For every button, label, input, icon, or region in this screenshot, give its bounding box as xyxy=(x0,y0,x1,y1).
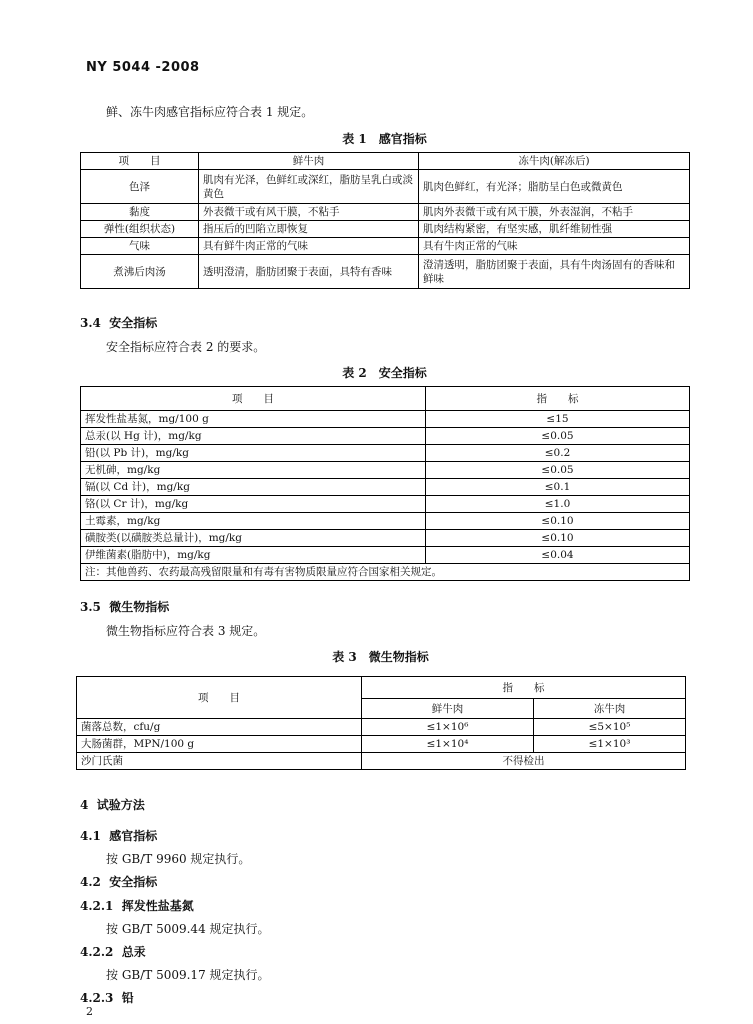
table-cell: 澄清透明，脂肪团聚于表面，具有牛肉汤固有的香味和鲜味 xyxy=(419,255,690,289)
table-cell: ≤0.05 xyxy=(426,462,690,479)
column-header: 冻牛肉 xyxy=(534,699,686,719)
section-number: 4 xyxy=(80,798,89,812)
section-title: 铅 xyxy=(121,991,134,1005)
microbial-table xyxy=(76,676,686,770)
row-label: 黏度 xyxy=(81,204,199,221)
table-header-row xyxy=(81,153,690,170)
table-cell: ≤0.10 xyxy=(426,513,690,530)
table-cell: 肌肉有光泽，色鲜红或深红，脂肪呈乳白或淡黄色 xyxy=(199,170,419,204)
table-row xyxy=(81,411,690,428)
table-cell: 不得检出 xyxy=(362,753,686,770)
section-number: 3.5 xyxy=(80,600,101,614)
section-4-2-2-heading xyxy=(80,943,146,960)
section-title: 总汞 xyxy=(121,945,146,959)
row-label: 煮沸后肉汤 xyxy=(81,255,199,289)
section-title: 安全指标 xyxy=(109,316,158,330)
section-number: 3.4 xyxy=(80,316,101,330)
safety-table xyxy=(80,386,690,581)
table-cell: 磺胺类(以磺胺类总量计)，mg/kg xyxy=(81,530,426,547)
column-header: 鲜牛肉 xyxy=(199,153,419,170)
table3-caption: 表 3 微生物指标 xyxy=(332,650,429,664)
table-note: 注：其他兽药、农药最高残留限量和有毒有害物质限量应符合国家相关规定。 xyxy=(81,564,690,581)
table-cell: 无机砷，mg/kg xyxy=(81,462,426,479)
table-cell: ≤0.04 xyxy=(426,547,690,564)
section-4-heading xyxy=(80,796,145,813)
column-header: 冻牛肉(解冻后) xyxy=(419,153,690,170)
table-row xyxy=(81,462,690,479)
table-row xyxy=(81,221,690,238)
table-cell: ≤1×10⁶ xyxy=(362,719,534,736)
table-row xyxy=(81,479,690,496)
table-cell: 具有牛肉正常的气味 xyxy=(419,238,690,255)
table-row xyxy=(81,547,690,564)
table-cell: ≤5×10⁵ xyxy=(534,719,686,736)
table-cell: 透明澄清，脂肪团聚于表面，具特有香味 xyxy=(199,255,419,289)
section-title: 挥发性盐基氮 xyxy=(121,899,194,913)
table-cell: 伊维菌素(脂肪中)，mg/kg xyxy=(81,547,426,564)
sensory-intro: 鲜、冻牛肉感官指标应符合表 1 规定。 xyxy=(106,105,314,119)
column-header: 项 目 xyxy=(81,387,426,411)
section-title: 安全指标 xyxy=(109,875,158,889)
table-header-row xyxy=(77,677,686,699)
section-4-2-heading xyxy=(80,873,157,890)
table-cell: 具有鲜牛肉正常的气味 xyxy=(199,238,419,255)
column-header: 鲜牛肉 xyxy=(362,699,534,719)
table-cell: ≤0.1 xyxy=(426,479,690,496)
table-row xyxy=(77,753,686,770)
column-header: 项 目 xyxy=(77,677,362,719)
table-row xyxy=(77,736,686,753)
row-label: 气味 xyxy=(81,238,199,255)
table-cell: 肌肉色鲜红，有光泽；脂肪呈白色或微黄色 xyxy=(419,170,690,204)
table-cell: 沙门氏菌 xyxy=(77,753,362,770)
table-cell: ≤0.2 xyxy=(426,445,690,462)
section-4-1-heading xyxy=(80,827,157,844)
section-4-1-text: 按 GB/T 9960 规定执行。 xyxy=(106,852,251,866)
table-note-row xyxy=(81,564,690,581)
section-number: 4.2.2 xyxy=(80,945,114,959)
row-label: 弹性(组织状态) xyxy=(81,221,199,238)
section-title: 感官指标 xyxy=(109,829,158,843)
section-number: 4.1 xyxy=(80,829,101,843)
table-cell: 挥发性盐基氮，mg/100 g xyxy=(81,411,426,428)
section-title: 微生物指标 xyxy=(109,600,170,614)
section-number: 4.2.1 xyxy=(80,899,114,913)
section-3-5-heading xyxy=(80,598,169,615)
table-row xyxy=(81,496,690,513)
section-4-2-2-text: 按 GB/T 5009.17 规定执行。 xyxy=(106,968,270,982)
section-number: 4.2.3 xyxy=(80,991,114,1005)
table-cell: ≤15 xyxy=(426,411,690,428)
table-cell: ≤1.0 xyxy=(426,496,690,513)
standard-number: NY 5044 -2008 xyxy=(86,60,200,75)
table-cell: 铬(以 Cr 计)，mg/kg xyxy=(81,496,426,513)
section-title: 试验方法 xyxy=(96,798,145,812)
table-row xyxy=(81,255,690,289)
table-cell: 土霉素，mg/kg xyxy=(81,513,426,530)
section-number: 4.2 xyxy=(80,875,101,889)
table-cell: ≤1×10⁴ xyxy=(362,736,534,753)
table-header-row xyxy=(81,387,690,411)
table-cell: 肌肉结构紧密，有坚实感，肌纤维韧性强 xyxy=(419,221,690,238)
table-row xyxy=(81,428,690,445)
column-header: 项 目 xyxy=(81,153,199,170)
section-4-2-1-text: 按 GB/T 5009.44 规定执行。 xyxy=(106,922,270,936)
table-cell: 铅(以 Pb 计)，mg/kg xyxy=(81,445,426,462)
page-number: 2 xyxy=(86,1005,93,1018)
section-3-4-heading xyxy=(80,314,157,331)
column-header: 指 标 xyxy=(426,387,690,411)
section-4-2-3-heading xyxy=(80,989,134,1006)
table-cell: ≤1×10³ xyxy=(534,736,686,753)
table-cell: 总汞(以 Hg 计)，mg/kg xyxy=(81,428,426,445)
table-row xyxy=(81,204,690,221)
safety-intro: 安全指标应符合表 2 的要求。 xyxy=(106,340,266,354)
table-row xyxy=(81,170,690,204)
table-cell: 大肠菌群，MPN/100 g xyxy=(77,736,362,753)
micro-intro: 微生物指标应符合表 3 规定。 xyxy=(106,624,266,638)
table-cell: 外表微干或有风干膜，不粘手 xyxy=(199,204,419,221)
table-row xyxy=(81,513,690,530)
table-row xyxy=(81,445,690,462)
table2-caption: 表 2 安全指标 xyxy=(342,366,427,380)
table-cell: ≤0.10 xyxy=(426,530,690,547)
table-cell: ≤0.05 xyxy=(426,428,690,445)
section-4-2-1-heading xyxy=(80,897,194,914)
table-row xyxy=(81,530,690,547)
column-header: 指 标 xyxy=(362,677,686,699)
table-cell: 肌肉外表微干或有风干膜，外表湿润，不粘手 xyxy=(419,204,690,221)
table-cell: 指压后的凹陷立即恢复 xyxy=(199,221,419,238)
table-cell: 镉(以 Cd 计)，mg/kg xyxy=(81,479,426,496)
row-label: 色泽 xyxy=(81,170,199,204)
sensory-table xyxy=(80,152,690,289)
table-row xyxy=(81,238,690,255)
table-row xyxy=(77,719,686,736)
table-cell: 菌落总数，cfu/g xyxy=(77,719,362,736)
table1-caption: 表 1 感官指标 xyxy=(342,132,427,146)
